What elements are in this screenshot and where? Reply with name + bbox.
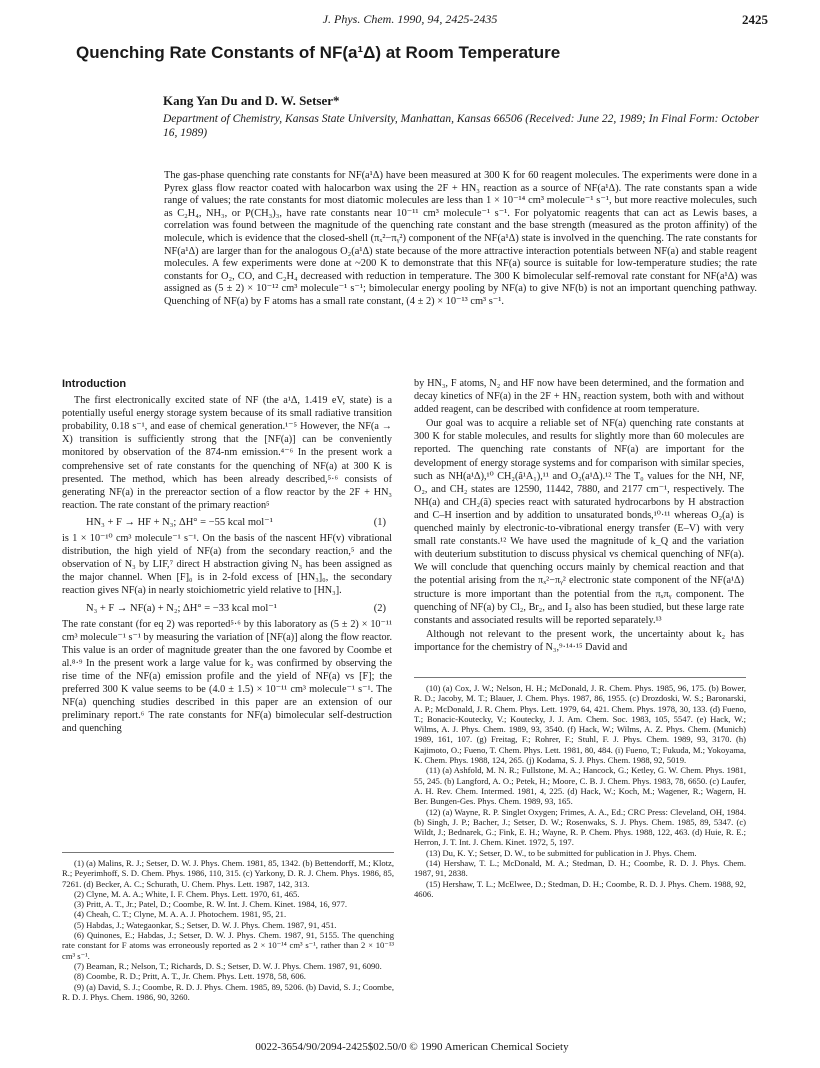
reference-item: (2) Clyne, M. A. A.; White, I. F. Chem. Phys. Lett. 1970, 61, 465.	[74, 888, 300, 899]
equation-1	[62, 513, 392, 532]
right-column	[414, 377, 744, 655]
reference-item: (1) (a) Malins, R. J.; Setser, D. W. J. Phys. Chem. 1981, 85, 1342. (b) Bettendorff, M.; Klotz, R.; Peyerimhoff, S. D. Chem. Phys. 1986, 110, 315. (c) Yarkony, D. R. J. Chem. Phys. 1986, 85, 7261. (d) Becker, A. C.; Schurath, U. Chem. Phys. Lett. 1987, 142, 313.	[62, 858, 394, 889]
reference-item: (12) (a) Wayne, R. P. Singlet Oxygen; Frimes, A. A., Ed.; CRC Press: Cleveland, OH, 1984. (b) Singh, J. P.; Bacher, J.; Setser, D. W.; Rosenwaks, S. J. Phys. Chem. 1985, 89, 5347. (c) Wildt, J.; Bednarek, G.; Fink, E. H.; Wayne, R. P. Chem. Phys. 1988, 122, 463. (d) Huie, R. E.; Herron, J. T. Int. J. Chem. Kinet. 1972, 5, 197.	[414, 806, 746, 848]
affiliation: Department of Chemistry, Kansas State University, Manhattan, Kansas 66506 (Received: June 22, 1989; In Final Form: October 16, 1989)	[163, 113, 759, 139]
reference-item: (5) Habdas, J.; Wategaonkar, S.; Setser, D. W. J. Phys. Chem. 1987, 91, 451.	[74, 919, 337, 930]
authors: Kang Yan Du and D. W. Setser*	[163, 93, 340, 108]
intro-paragraph-3: The rate constant (for eq 2) was reported⁵·⁶ by this laboratory as (5 ± 2) × 10⁻¹¹ cm³ molecule⁻¹ s⁻¹ by measuring the variation of [NF(a)] along the flow reactor. This value is an order of magnitude greater than the one favored by Coombe et al.⁸·⁹ In the present work a large value for k₂ was confirmed by observing the rise time of the NF(a) emission profile and the yield of NF(a) vs [F]; the preferred 300 K value seems to be (4.0 ± 1.5) × 10⁻¹¹ cm³ molecule⁻¹ s⁻¹. The NF(a) quenching studies described in this paper are an extension of our preliminary report.⁶ The rate constants for NF(a) bimolecular self-destruction and quenching	[62, 618, 392, 735]
reference-item: (6) Quinones, E.; Habdas, J.; Setser, D. W. J. Phys. Chem. 1987, 91, 5155. The quenching rate constant for F atoms was erroneously reported as 2 × 10⁻¹⁴ cm³ s⁻¹, rather than 2 × 10⁻¹³ cm³ s⁻¹.	[62, 930, 394, 961]
reference-item: (4) Cheah, C. T.; Clyne, M. A. A. J. Photochem. 1981, 95, 21.	[74, 909, 287, 920]
reference-item: (9) (a) David, S. J.; Coombe, R. D. J. Phys. Chem. 1985, 89, 5206. (b) David, S. J.; Coombe, R. D. J. Phys. Chem. 1986, 90, 3260.	[62, 981, 394, 1002]
right-paragraph-2: Our goal was to acquire a reliable set of NF(a) quenching rate constants at 300 K for stable molecules, and results for slightly more than 60 molecules are reported. The quenching rate constants of NF(a) are important for the development of energy storage systems and for comparison with similar species, such as NH(a¹Δ),¹⁰ CH₂(ã¹A₁),¹¹ and O₂(a¹Δ).¹² The T₀ values for the NH, NF, O₂, and CH₂ states are 12590, 11442, 7880, and 2177 cm⁻¹, respectively. The NH(a) and CH₂(ã) species react with saturated hydrocarbons by H abstraction and C–H insertion and by addition to unsaturated bonds,¹⁰·¹¹ whereas O₂(a) is quenched mainly by electronic-to-vibrational energy transfer (E–V) with very small rate constants.¹² We have used the magnitude of k_Q and the variation with deuterium substitution to discuss physical vs chemical quenching of NF(a). We will conclude that quenching occurs mainly by chemical reaction and that the potential arising from the πₓ²−πᵧ² electronic state component of the NF(a¹Δ) structure is more important than the potential from the πₓπᵧ component. The quenching of NF(a) by Cl₂, Br₂, and I₂ also has been studied, but these large rate constants and associated results will be reported separately.¹³	[414, 418, 744, 626]
references-left	[62, 852, 394, 1002]
equation-2	[62, 599, 392, 618]
right-paragraph-3: Although not relevant to the present work, the uncertainty about k₂ has importance for the chemistry of N₃,⁹·¹⁴·¹⁵ David and	[414, 628, 744, 653]
equation-2-text: N₃ + F → NF(a) + N₂; ΔH° = −33 kcal mol⁻¹	[86, 602, 277, 614]
intro-paragraph-2: is 1 × 10⁻¹⁰ cm³ molecule⁻¹ s⁻¹. On the basis of the nascent HF(v) vibrational distribution, the high yield of NF(a) from the secondary reaction,⁵ and the observation of N₃ by LIF,⁷ direct H abstraction giving N₃ has been assigned as the major channel. When [F]₀ is in 2-fold excess of [HN₃]₀, the secondary reaction gives NF(a) in nearly stoichiometric yield relative to [HN₃].	[62, 533, 392, 597]
left-column	[62, 378, 392, 736]
reference-item: (11) (a) Ashfold, M. N. R.; Fullstone, M. A.; Hancock, G.; Ketley, G. W. Chem. Phys. 1981, 55, 245. (b) Langford, A. O.; Petek, H.; Moore, C. B. J. Chem. Phys. 1983, 78, 6650. (c) Laufer, A. H. Rev. Chem. Intermed. 1981, 4, 225. (d) Hack, W.; Koch, M.; Wagener, R.; Wagern, H. Ber. Bungen-Ges. Phys. Chem. 1989, 93, 165.	[414, 765, 746, 807]
reference-item: (3) Pritt, A. T., Jr.; Patel, D.; Coombe, R. W. Int. J. Chem. Kinet. 1984, 16, 977.	[74, 899, 348, 910]
paper-title: Quenching Rate Constants of NF(a¹Δ) at Room Temperature	[76, 43, 561, 62]
reference-item: (14) Hershaw, T. L.; McDonald, M. A.; Stedman, D. H.; Coombe, R. D. J. Phys. Chem. 1987, 91, 2838.	[414, 858, 746, 879]
equation-1-text: HN₃ + F → HF + N₃; ΔH° = −55 kcal mol⁻¹	[86, 516, 273, 528]
equation-2-number: (2)	[373, 602, 386, 614]
page-number: 2425	[742, 12, 768, 27]
journal-citation: J. Phys. Chem. 1990, 94, 2425-2435	[322, 12, 498, 26]
copyright-footer: 0022-3654/90/2094-2425$02.50/0 © 1990 American Chemical Society	[255, 1041, 569, 1053]
reference-item: (15) Hershaw, T. L.; McElwee, D.; Stedman, D. H.; Coombe, R. D. J. Phys. Chem. 1988, 92, 4606.	[414, 878, 746, 899]
section-heading-introduction: Introduction	[62, 378, 127, 390]
intro-paragraph-1: The first electronically excited state of NF (the a¹Δ, 1.419 eV, state) is a potentially useful energy storage system because of its small radiative transition probability, 0.18 s⁻¹, and ease of chemical generation.¹⁻⁵ However, the NF(a → X) transition is sufficiently strong that the [NF(a)] can be conveniently monitored by observation of the 874-nm emission.⁴⁻⁶ In the present work a comprehensive set of rate constants for the quenching of NF(a) at 300 K is presented. The method, which has been already described,⁵·⁶ consists of generating NF(a) in the prereactor section of a flow reactor by the 2F + HN₃ reaction. The rate constant of the primary reaction⁵	[62, 395, 392, 511]
journal-header	[52, 12, 768, 30]
right-paragraph-1: by HN₃, F atoms, N₂ and HF now have been determined, and the formation and decay kinetics of NF(a) in the 2F + HN₃ reaction system, both with and without added reagent, can be described with confidence at room temperature.	[414, 378, 744, 416]
reference-item: (8) Coombe, R. D.; Pritt, A. T., Jr. Chem. Phys. Lett. 1978, 58, 606.	[74, 971, 306, 982]
reference-item: (10) (a) Cox, J. W.; Nelson, H. H.; McDonald, J. R. Chem. Phys. 1985, 96, 175. (b) Bower, R. D.; Jacoby, M. T.; Blauer, J. Chem. Phys. 1987, 86, 1955. (c) Drozdoski, W. S.; Baronarski, A. P.; McDonald, J. R. Chem. Phys. Lett. 1979, 64, 421. Chem. Phys. 1978, 30, 133. (d) Fueno, T.; Bonacic-Koutecky, V.; Koutecky, J. J. Am. Chem. Soc. 1983, 105, 5547. (e) Hack, W.; Wilms, A. J. Phys. Chem. 1989, 93, 3540. (f) Hack, W.; Wilms, A. Z. Phys. Chem. (Munich) 1989, 161, 107. (g) Freitag, F.; Rohrer, F.; Stuhl, F. J. Phys. Chem. 1989, 93, 3170. (h) Kajimoto, O.; Fueno, T. Chem. Phys. Lett. 1981, 80, 484. (i) Fueno, T.; Fukuda, M.; Yokoyama, K. Chem. Phys. 1988, 124, 265. (j) Kodama, S. J. Phys. Chem. 1988, 92, 5019.	[414, 683, 746, 766]
reference-item: (7) Beaman, R.; Nelson, T.; Richards, D. S.; Setser, D. W. J. Phys. Chem. 1987, 91, 6090.	[74, 960, 382, 971]
references-right	[414, 677, 746, 899]
reference-item: (13) Du, K. Y.; Setser, D. W., to be submitted for publication in J. Phys. Chem.	[426, 847, 697, 858]
abstract: The gas-phase quenching rate constants for NF(a¹Δ) have been measured at 300 K for 60 reagent molecules. The experiments were done in a Pyrex glass flow reactor coated with halocarbon wax using the 2F + HN₃ reaction as a source of NF(a¹Δ). The rate constants span a wide range of values; the rate constants for most diatomic molecules are less than 1 × 10⁻¹⁴ cm³ molecule⁻¹ s⁻¹, but more reactive molecules, such as C₂H₄, NH₃, or P(CH₃)₃, have rate constants near 10⁻¹¹ cm³ molecule⁻¹ s⁻¹. For polyatomic reagents that can act as Lewis bases, a correlation was found between the magnitude of the quenching rate constant and the base strength (measured as the proton affinity) of the molecule, which is evidence that the closed-shell (πₓ²−πᵧ²) component of the NF(a¹Δ) state is involved in the quenching. The rate constants for NF(a¹Δ) are larger than for the analogous O₂(a¹Δ) state because of the more attractive interaction potentials between NF(a) and stable reagent molecules. A few experiments were done at ~200 K to demonstrate that this NF(a) source is suitable for low-temperature studies; the rate constants for O₂, CO, and C₂H₄ decreased with reduction in temperature. The 300 K bimolecular self-removal rate constant for NF(a¹Δ) was assigned as (5 ± 2) × 10⁻¹² cm³ molecule⁻¹ s⁻¹; bimolecular energy pooling by NF(a) to give NF(b) is not an important quenching pathway. Quenching of NF(a) by F atoms has a small rate constant, (4 ± 2) × 10⁻¹³ cm³ s⁻¹.	[164, 170, 757, 307]
equation-1-number: (1)	[373, 516, 386, 528]
